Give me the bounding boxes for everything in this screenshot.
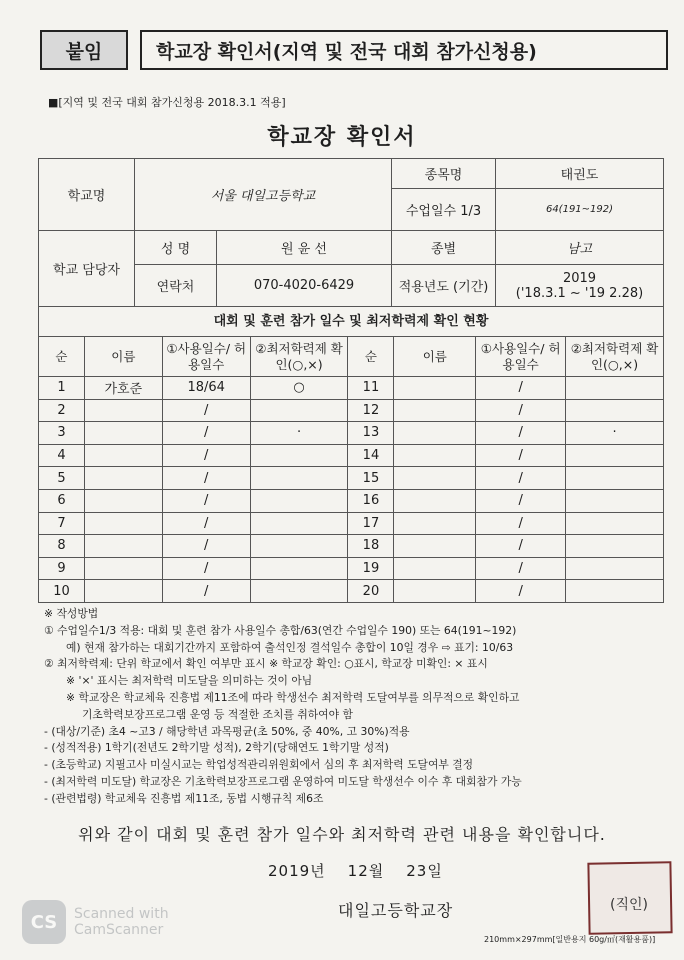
gender-value: 남고 <box>496 231 664 265</box>
min-academic-check <box>566 557 664 580</box>
min-academic-check: · <box>250 422 348 445</box>
table-row <box>39 422 664 445</box>
camscanner-watermark <box>22 900 169 944</box>
used-days: / <box>162 580 250 603</box>
used-days: / <box>476 580 566 603</box>
days-label: 수업일수 1/3 <box>392 189 496 231</box>
student-name <box>84 444 162 467</box>
col-name-2: 이름 <box>394 337 476 377</box>
year-label: 적용년도 (기간) <box>392 265 496 307</box>
row-number: 17 <box>348 512 394 535</box>
table-row <box>39 557 664 580</box>
min-academic-check: · <box>566 422 664 445</box>
col-min-2: ②최저학력제 확인(○,×) <box>566 337 664 377</box>
camscanner-icon: CS <box>22 900 66 944</box>
min-academic-check <box>566 535 664 558</box>
paper-spec-footer: 210mm×297mm[일반용지 60g/㎡(재활용품)] <box>484 935 656 944</box>
used-days: / <box>476 512 566 535</box>
school-value: 서울 대일고등학교 <box>135 159 392 231</box>
student-name <box>394 444 476 467</box>
note-4-cont: 기초학력보장프로그램 운영 등 적절한 조치를 취하여야 함 <box>82 707 353 721</box>
attachment-tag: 붙임 <box>40 30 128 70</box>
header-title: 학교장 확인서(지역 및 전국 대회 참가신청용) <box>140 30 668 70</box>
used-days: / <box>162 422 250 445</box>
school-label: 학교명 <box>39 159 135 231</box>
min-academic-check <box>250 444 348 467</box>
section-title: 대회 및 훈련 참가 일수 및 최저학력제 확인 현황 <box>38 306 664 336</box>
note-4: ※ 학교장은 학교체육 진흥법 제11조에 따라 학생선수 최저학력 도달여부를 의무적으로 확인하고 <box>66 690 520 704</box>
student-name <box>394 377 476 400</box>
row-number: 15 <box>348 467 394 490</box>
note-2: ② 최저학력제: 단위 학교에서 확인 여부만 표시 ※ 학교장 확인: ○표시, 학교장 미확인: × 표시 <box>44 657 488 671</box>
date-month: 12월 <box>347 862 385 880</box>
note-3: ※ '×' 표시는 최저학력 미도달을 의미하는 것이 아님 <box>66 674 313 688</box>
table-row <box>39 444 664 467</box>
year-value: 2019 <box>562 270 597 286</box>
participation-table <box>38 336 664 603</box>
student-name <box>84 557 162 580</box>
period-value: ('18.3.1 ~ '19 2.28) <box>515 285 644 301</box>
gender-label: 종별 <box>392 231 496 265</box>
min-academic-check <box>250 580 348 603</box>
col-min: ②최저학력제 확인(○,×) <box>250 337 348 377</box>
student-name <box>394 557 476 580</box>
table-row <box>39 399 664 422</box>
row-number: 14 <box>348 444 394 467</box>
used-days: / <box>476 535 566 558</box>
used-days: / <box>476 444 566 467</box>
min-academic-check <box>250 467 348 490</box>
table-body <box>39 377 664 603</box>
student-name <box>394 399 476 422</box>
used-days: / <box>162 557 250 580</box>
used-days: / <box>162 467 250 490</box>
notes-heading: ※ 작성방법 <box>44 607 99 620</box>
event-label: 종목명 <box>392 159 496 189</box>
note-1-example: 예) 현재 참가하는 대회기간까지 포함하여 출석인정 결석일수 총합이 10일 경우 ⇨ 표기: 10/63 <box>66 640 514 654</box>
row-number: 3 <box>39 422 85 445</box>
watermark-line-1: Scanned with <box>74 906 169 922</box>
row-number: 9 <box>39 557 85 580</box>
document-header <box>40 30 668 72</box>
table-row <box>39 512 664 535</box>
table-row <box>39 467 664 490</box>
student-name <box>84 422 162 445</box>
row-number: 1 <box>39 377 85 400</box>
note-6: - (성적적용) 1학기(전년도 2학기말 성적), 2학기(당해연도 1학기말 성적) <box>44 741 389 755</box>
watermark-line-2: CamScanner <box>74 922 164 938</box>
form-subheading: ■[지역 및 전국 대회 참가신청용 2018.3.1 적용] <box>48 96 286 109</box>
row-number: 8 <box>39 535 85 558</box>
watermark-text <box>74 906 169 938</box>
used-days: / <box>476 422 566 445</box>
min-academic-check <box>566 580 664 603</box>
row-number: 2 <box>39 399 85 422</box>
col-name: 이름 <box>84 337 162 377</box>
student-name <box>84 535 162 558</box>
col-no-2: 순 <box>348 337 394 377</box>
student-name <box>84 489 162 512</box>
note-1: ① 수업일수1/3 적용: 대회 및 훈련 참가 사용일수 총합/63(연간 수업일수 190) 또는 64(191~192) <box>44 623 517 637</box>
year-cell <box>496 265 664 307</box>
used-days: / <box>162 512 250 535</box>
used-days: / <box>476 399 566 422</box>
used-days: / <box>162 444 250 467</box>
manager-label: 학교 담당자 <box>39 231 135 307</box>
student-name <box>84 467 162 490</box>
row-number: 20 <box>348 580 394 603</box>
date-year: 2019년 <box>268 862 326 880</box>
name-value: 원 윤 선 <box>217 231 392 265</box>
row-number: 7 <box>39 512 85 535</box>
note-9: - (관련법령) 학교체육 진흥법 제11조, 동법 시행규칙 제6조 <box>44 791 324 805</box>
document-title: 학교장 확인서 <box>267 125 417 150</box>
row-number: 11 <box>348 377 394 400</box>
info-table <box>38 158 664 307</box>
table-row <box>39 580 664 603</box>
principal-name: 대일고등학교장 <box>338 901 454 920</box>
student-name <box>394 512 476 535</box>
table-row <box>39 535 664 558</box>
student-name <box>84 512 162 535</box>
table-row <box>39 377 664 400</box>
notes-section <box>44 606 674 808</box>
event-value: 태권도 <box>496 159 664 189</box>
min-academic-check <box>566 489 664 512</box>
row-number: 6 <box>39 489 85 512</box>
note-5: - (대상/기준) 초4 ~고3 / 해당학년 과목평균(초 50%, 중 40%, 고 30%)적용 <box>44 724 410 738</box>
used-days: / <box>162 489 250 512</box>
note-8: - (최저학력 미도달) 학교장은 기초학력보장프로그램 운영하여 미도달 학생선수 이수 후 대회참가 가능 <box>44 774 522 788</box>
min-academic-check <box>566 399 664 422</box>
row-number: 12 <box>348 399 394 422</box>
used-days: / <box>476 467 566 490</box>
student-name <box>84 580 162 603</box>
used-days: 18/64 <box>162 377 250 400</box>
issue-date <box>268 860 465 881</box>
student-name: 가호준 <box>84 377 162 400</box>
used-days: / <box>162 535 250 558</box>
student-name <box>394 489 476 512</box>
used-days: / <box>476 489 566 512</box>
note-7: - (초등학교) 지필고사 미실시교는 학업성적관리위원회에서 심의 후 최저학력 도달여부 결정 <box>44 758 474 772</box>
min-academic-check <box>566 467 664 490</box>
student-name <box>394 580 476 603</box>
col-no: 순 <box>39 337 85 377</box>
min-academic-check <box>250 399 348 422</box>
min-academic-check <box>250 512 348 535</box>
used-days: / <box>476 557 566 580</box>
contact-label: 연락처 <box>135 265 217 307</box>
col-used-2: ①사용일수/ 허용일수 <box>476 337 566 377</box>
col-used: ①사용일수/ 허용일수 <box>162 337 250 377</box>
student-name <box>84 399 162 422</box>
date-day: 23일 <box>406 862 443 880</box>
used-days: / <box>476 377 566 400</box>
row-number: 5 <box>39 467 85 490</box>
used-days: / <box>162 399 250 422</box>
student-name <box>394 535 476 558</box>
row-number: 18 <box>348 535 394 558</box>
min-academic-check <box>566 512 664 535</box>
row-number: 4 <box>39 444 85 467</box>
name-label: 성 명 <box>135 231 217 265</box>
student-name <box>394 422 476 445</box>
min-academic-check: ○ <box>250 377 348 400</box>
student-name <box>394 467 476 490</box>
min-academic-check <box>250 557 348 580</box>
row-number: 19 <box>348 557 394 580</box>
table-row <box>39 489 664 512</box>
contact-value: 070-4020-6429 <box>217 265 392 307</box>
row-number: 16 <box>348 489 394 512</box>
min-academic-check <box>250 489 348 512</box>
min-academic-check <box>566 377 664 400</box>
seal-mark: (직인) <box>610 897 648 913</box>
row-number: 10 <box>39 580 85 603</box>
min-academic-check <box>250 535 348 558</box>
days-value: 64(191~192) <box>496 189 664 231</box>
confirmation-text: 위와 같이 대회 및 훈련 참가 일수와 최저학력 관련 내용을 확인합니다. <box>78 825 606 844</box>
row-number: 13 <box>348 422 394 445</box>
min-academic-check <box>566 444 664 467</box>
